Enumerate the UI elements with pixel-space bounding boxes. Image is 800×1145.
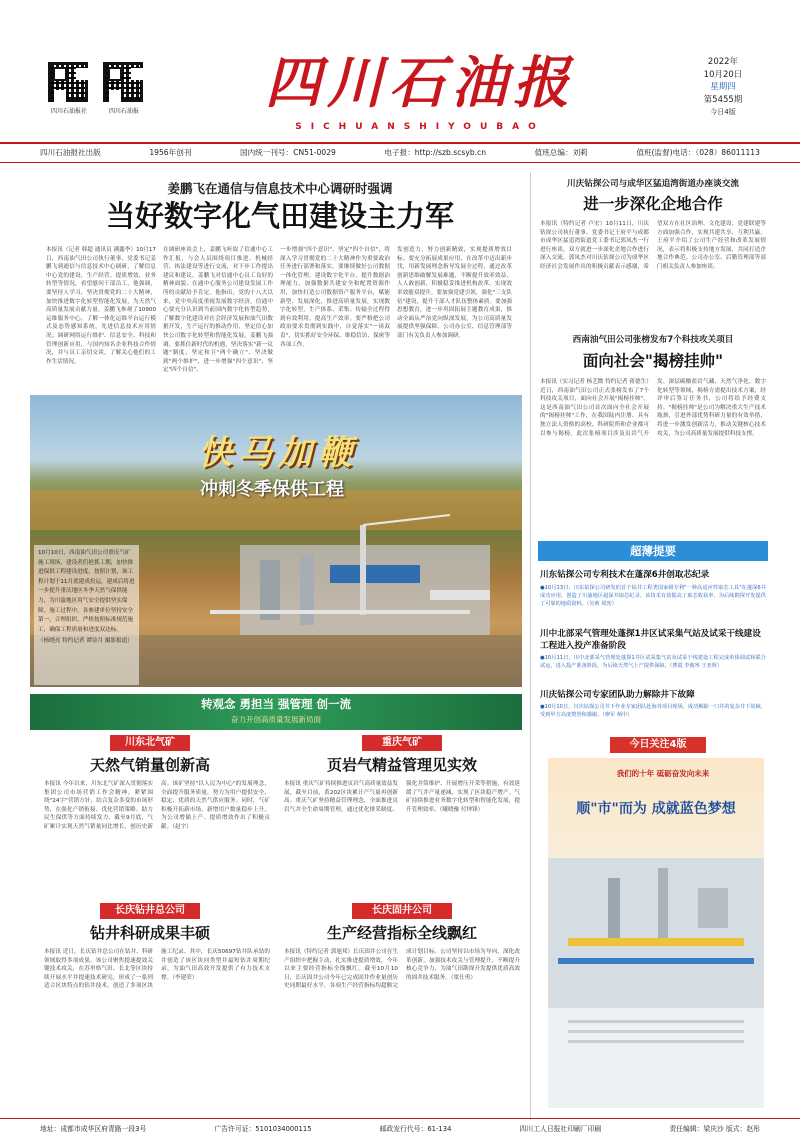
page-count: 今日4版 xyxy=(710,108,736,116)
date-box xyxy=(688,56,758,126)
photo-caption-text: 10月10日，西南油气田公司重庆气矿施工现场，建设者们抢抓工期，加快推进保供工程建设进度。按照计划，该工程计划于11月底建成投运，建成后将进一步提升重庆地区冬季天然气保供能力，为川渝地区用气安全提供坚实保障。施工过程中，各参建单位坚持安全第一，合理组织，严格按照标准规范施工，确保工程质量和进度双达标。 xyxy=(38,550,135,633)
express-item3-body: ●10月10日，川庆钻探公司井下作业专家团队赴海外项目现场，成功解除一口井的复杂井下故障，受到甲方高度赞誉和感谢。（廖军 杨中） xyxy=(540,704,766,718)
express-item3-title: 川庆钻探公司专家团队助力解除井下故障 xyxy=(540,690,695,700)
lead-col-4: 发创造力，努力创新精致，实现提质增效目标。要充分拓展成果应用，在改革中迈出新步伐，用新发展理念指导发展全过程，通过改革创新思维破解发展难题，不断提升效率效益，人人敢创新，积极稳妥推进机构改革，实现效率效能双提升。要加强党建引领，强化"三支队伍"建设，提升干部人才队伍整体素质。要加强思想教育，进一步巩固拓展主题教育成果，推动全面从严治党向纵深发展，为公司高质量发展提供坚强保障。公司办公室、信息管理部等部门有关负责人参加调研。 xyxy=(397,247,512,339)
footer-rule xyxy=(0,1118,800,1119)
banner-sub: 奋力开创高质量发展新局面 xyxy=(231,715,321,724)
info-publisher: 四川石油报社出版 xyxy=(40,148,101,157)
right2-body: 本报讯（实习记者 杨艺微 特约记者 蒋德生）近日，西南油气田公司正式张榜发布了7个科技攻关项目，面向社会开展"揭榜挂帅"。这是西南油气田公司首次面向全社会开展的"揭榜挂帅"工作，在我国陆内注册、具有独立法人资格的高校、科研院所和企业都可以参与揭榜。此次张榜项目涉及页岩气开发、深层碳酸盐岩气藏、天然气净化、数字化转型等领域，揭榜方需提出技术方案，经评审后签订任务书，公司将给予经费支持。"揭榜挂帅"是公司为解决重大生产技术瓶颈，引进外部优势科研力量的有效举措，将进一步激发创新活力，推动关键核心技术攻关，为公司高质量发展提供科技支撑。 xyxy=(540,379,766,437)
express-item1-title: 川东钻探公司专利技术在蓬深6井创取芯纪录 xyxy=(540,570,710,580)
b3-headline: 钻井科研成果丰硕 xyxy=(89,924,210,942)
today-header[interactable]: 今日关注4版 xyxy=(610,737,706,753)
poster-head: 我们的十年 砥砺奋发向未来 xyxy=(616,769,710,778)
right-divider xyxy=(530,172,531,1120)
express-item1-body: ●10月13日，川东钻探公司研发的首个钻井工程类国家级专利"一种高适应性取芯工具"在蓬深6井成功应用，创造了川渝地区超深井取芯纪录。该技术有效提高了取芯收获率，为后续勘探开发提供了可靠的地质资料。（吴莉 周密） xyxy=(540,585,766,607)
right2-kicker: 西南油气田公司张榜发布7个科技攻关项目 xyxy=(572,335,734,345)
date-year: 2022年 xyxy=(707,57,739,67)
qr-code-2 xyxy=(103,62,143,102)
date-weekday: 星期四 xyxy=(710,82,736,92)
lead-col-2: 在调研座谈会上，姜鹏飞听取了信通中心工作汇报，与会人员围绕项目推进、机械经营、执法建设等进行交流，对下步工作提出建议和建议。姜鹏飞对信通中心员工良好的精神面貌、在通中心服务公司建设发展工作所的贡献给予肯定。他指出，党的十八大以来，党中央高度重视发展数字经济，信通中心要充分认识到当前国内数字化转型趋势，了解数字化建设对社会经济发展和油气田数据开发，生产运行的推动作用，坚定信心加快公司数字化转型和智能化发展。姜鹏飞强调，要抓住新时代的机遇，坚决落实"新一议题"制度，坚定和卫"两个确立"、坚决做到"两个维护"，进一步增强"四个意识"、坚定"四个自信"。 xyxy=(163,247,273,374)
info-founded: 1956年创刊 xyxy=(149,148,192,157)
footer-address: 地址：成都市成华区府青路一段3号 xyxy=(40,1125,147,1133)
tab-chongqing: 重庆气矿 xyxy=(362,735,442,751)
qr-label-2: 四川石油报 xyxy=(108,108,139,115)
footer-bar xyxy=(40,1122,760,1136)
right1-headline: 进一步深化企地合作 xyxy=(583,194,723,213)
photo-title-1: 快马加鞭 xyxy=(198,433,358,473)
lead-headline: 当好数字化气田建设主力军 xyxy=(105,199,454,233)
qr-code-1 xyxy=(48,62,88,102)
b4-headline: 生产经营指标全线飘红 xyxy=(326,924,477,942)
masthead-rule-bottom xyxy=(0,162,800,163)
footer-printer: 四川工人日报社印刷厂印刷 xyxy=(519,1125,602,1133)
b3-body: 本报讯 近日，长庆钻井总公司在钻井、科研领域取得多项成果。该公司聚焦提速提效关键技术攻关，在苏里格气田、长北等区块持续开展水平井提速技术研究，形成了一系列适合区块特点的钻井技术，创造了多项区块施工纪录。其中，长庆50697钻井队承钻的井创造了该区块同类型井最短钻井周期纪录，为油气田高效开发提供了有力技术支撑。（李建荣） xyxy=(44,949,270,990)
lead-col-3: 一步增强"四个意识"、坚定"四个自信"，将深入学习贯彻党的二十大精神作为重要政治任务进行部署和落实。要继续做好公司数据一体化管理，建设数字化平台，提升数据治理能力，加强数据共建安全和配置资源作用，加快打造公司数据资产服务平台，赋能新型、发展深化，推进高质量发展，实现数字化转型，生产体系、采集、传输全过程得到有效利用，提高生产效率。要严格把公司政治要求贯彻到实践中，自觉落实"一岗双责"，切实抓好安全环保、维稳信访、保密等各项工作。 xyxy=(280,247,390,348)
info-bar xyxy=(40,146,760,160)
footer-post: 邮政发行代号：61-134 xyxy=(379,1125,452,1133)
photo-caption xyxy=(34,545,139,685)
lead-kicker: 姜鹏飞在通信与信息技术中心调研时强调 xyxy=(167,181,393,196)
right1-body: 本报讯（特约记者 卢宏）10月11日，川庆钻探公司执行董事、党委书记王府平与成都市成华区猛追湾街道党工委书记郭凤杰一行进行座谈，双方就进一步深化企地合作进行深入交流。郭凤杰对川庆钻探公司为成华区经济社会发展作出的积极贡献表示感谢，希望双方在社区治理、文化建设、党建联建等方面加强合作，实现共建共享、互利共赢。王府平介绍了公司生产经营和改革发展情况，表示将积极支持地方发展，共同打造企地合作典范。公司办公室、后勤管理部等部门相关负责人参加座谈。 xyxy=(540,221,766,270)
banner-slogan: 转观念 勇担当 强管理 创一流 xyxy=(200,697,351,711)
b2-body: 本报讯 重庆气矿持续推进页岩气高质量效益发展，截至目前，黄202区块累计产气量再创新高。重庆气矿坚持精益管理理念，全面推进页岩气井全生命周期管理，通过优化排采制度、强化井筒维护、开展增压开采等措施，有效延缓了气井产量递减，实现了区块稳产增产。气矿持续推进业务数字化转型和智能化发展，提升管理效率。（曦晓豫 付钟锋） xyxy=(284,781,520,813)
footer-ad-license: 广告许可证：5101034000115 xyxy=(214,1125,312,1133)
info-duty-editor: 值班总编：刘莉 xyxy=(534,148,588,157)
tab-changqing-cementing: 长庆固井公司 xyxy=(352,903,452,919)
photo-title-2: 冲刺冬季保供工程 xyxy=(200,479,344,500)
right2-headline: 面向社会"揭榜挂帅" xyxy=(582,351,724,370)
b2-headline: 页岩气精益管理见实效 xyxy=(326,756,477,774)
express-item2-title: 川中北部采气管理处蓬探1井区试采集气站及试采干线建设工程进入投产准备阶段 xyxy=(540,629,761,651)
date-day: 10月20日 xyxy=(703,69,743,80)
photo-credit: （杨晓亮 特约记者 谭诗月 摄影报道） xyxy=(38,638,133,645)
issue-number: 第5455期 xyxy=(703,94,743,105)
express-header: 超薄提要 xyxy=(538,541,768,561)
qr-label-1: 四川石油报社 xyxy=(50,108,87,115)
b1-body: 本报讯 今年以来，川东北气矿深入贯彻落实集团公司市场营销工作会精神，紧紧围绕"24字"营销方针，结合复杂多变的市场形势，在强化产销衔接、优化营销策略、助力民生保供等方面持续发力，截至9月底，气矿累计实现天然气销量同比增长，创历史新高。该矿坚持"以人民为中心"的发展理念，全面提升服务质量，努力为用户提供安全、稳定、优质的天然气供应服务。同时，气矿积极开拓新市场，新增用户数量稳步上升，为公司增储上产、提质增效作出了积极贡献。（赵宇） xyxy=(44,781,270,830)
feature-photo xyxy=(30,395,522,687)
tab-changqing-drilling: 长庆钻井总公司 xyxy=(100,903,200,919)
info-epaper[interactable]: 电子报：http://szb.scsyb.cn xyxy=(384,148,487,157)
today-poster[interactable] xyxy=(548,758,764,1108)
express-item2-body: ●10月11日，川中北部采气管理处蓬探1井区试采集气站及试采干线建设工程完成单体调试和联合试运，进入投产准备阶段，为后续天然气上产提供保障。（曹霞 李俊岑 王亚辉） xyxy=(540,655,766,669)
poster-title: 顺"市"而为 成就蓝色梦想 xyxy=(576,801,736,817)
poster-illustration xyxy=(548,758,764,1108)
masthead-title: 四川石油报 xyxy=(265,50,575,116)
info-duty-phone: 值班(监督)电话：（028）86011113 xyxy=(636,148,760,157)
b1-headline: 天然气销量创新高 xyxy=(89,756,210,774)
masthead-pinyin: SICHUANSHIYOUBAO xyxy=(295,122,545,132)
tab-chuandongbei: 川东北气矿 xyxy=(110,735,190,751)
masthead-rule-top xyxy=(0,142,800,144)
footer-editors: 责任编辑：梁庆沙 版式：赵彤 xyxy=(669,1125,760,1133)
lead-col-1: 本报讯（记者 韩超 通讯员 满鑫李）10月17日，西南油气田公司执行董事、党委书记姜鹏飞到通信与信息技术中心调研，了解信息中心党的建设、生产经营、提质增效、业务转型等情况，看望慰问干部员工，他强调，要坚持人学习，坚决贯彻党的二十大精神，加快推进数字化转型智能化发展，为天然气高质量发展贡献力量。姜鹏飞参观了10900运维服务中心，了解一体化运维平台运行模式及态势感知系统，先进信息技术应用情况；调研网络运行维护、信息安全、科技和管理创新应用，与国内知名企业科技合作情况，并与员工亲切交谈，了解关心他们的工作生活情况。 xyxy=(46,247,156,365)
slogan-banner xyxy=(30,694,522,730)
info-cn: 国内统一刊号：CN51-0029 xyxy=(239,148,336,157)
right1-kicker: 川庆钻探公司与成华区猛追湾街道办座谈交流 xyxy=(567,179,739,189)
b4-body: 本报讯（特约记者 郭旭邦）长庆固井公司在生产组织中把握主动，扎实推进提质增效，今年以来主要经营指标全线飘红。截至10月10日，长庆固井公司今年已完成固井作业量创历史同期最好水平，各项生产经营指标均超额完成计划目标。公司坚持以市场为导向，深化改革创新，加强技术攻关与管理提升，不断提升核心竞争力，为油气田勘探开发提供优质高效的固井技术服务。（梁仕勇） xyxy=(284,949,520,990)
